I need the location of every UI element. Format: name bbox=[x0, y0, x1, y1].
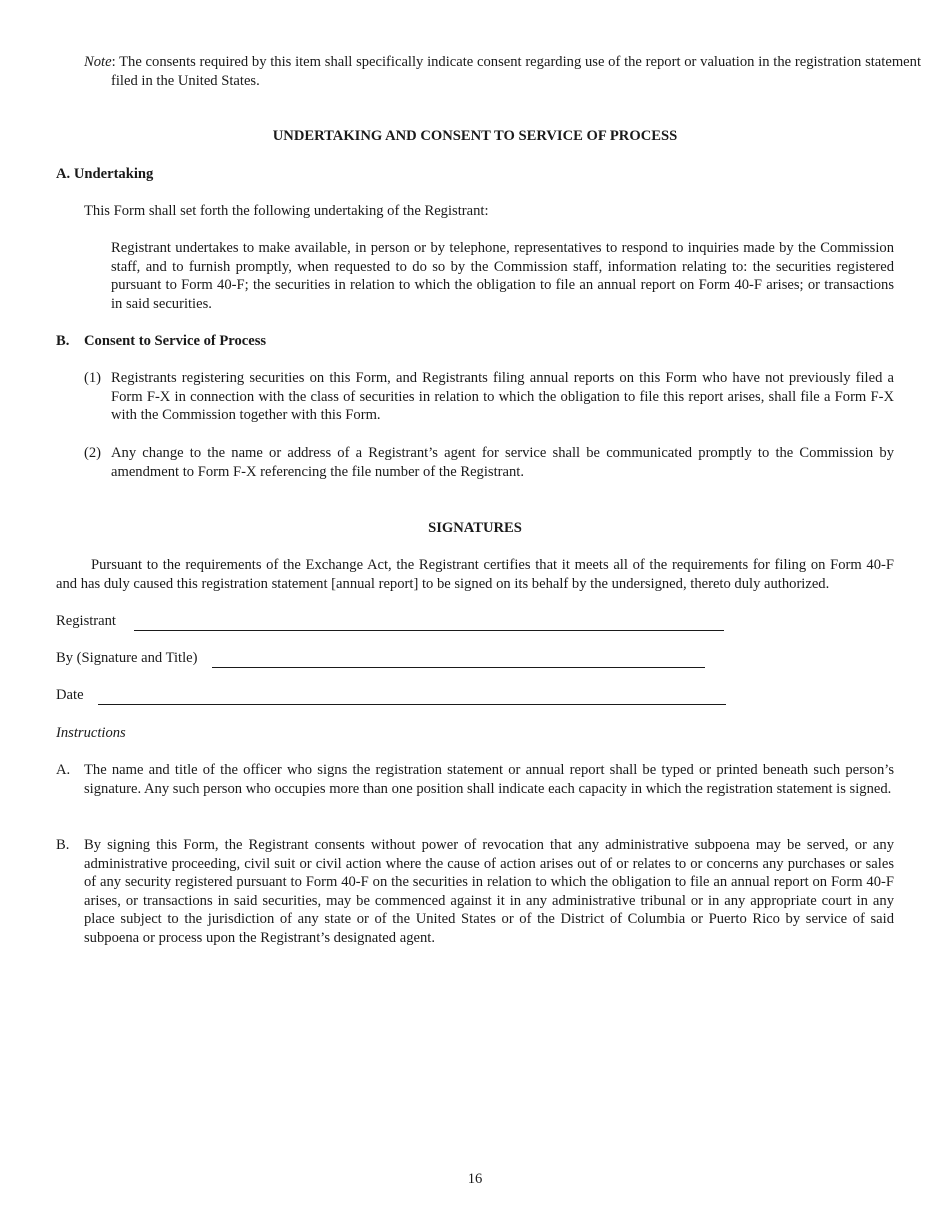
undertaking-body: Registrant undertakes to make available, in person or by telephone, representatives to respond to inquiries made by the Commission staff, and to furnish promptly, when requested to do so by the Commission staff, information relating to: the securities registered pursuant to Form 40-F; the securities in relation to which the obligation to file an annual report on Form 40-F arises; or transactions in said securities. bbox=[111, 240, 894, 312]
consent-item-number: (2) bbox=[84, 445, 102, 461]
signatures-paragraph: Pursuant to the requirements of the Exchange Act, the Registrant certifies that it meets all of the requirements for filing on Form 40-F and has duly caused this registration statement [annual report] to be signed on its behalf by the undersigned, thereto duly authorized. bbox=[56, 557, 894, 592]
section-b-title-text: Consent to Service of Process bbox=[84, 333, 267, 349]
by-label: By (Signature and Title) bbox=[56, 650, 198, 666]
consent-item bbox=[84, 444, 894, 481]
note-label: Note bbox=[84, 54, 112, 70]
registrant-field bbox=[56, 612, 724, 631]
date-field bbox=[56, 686, 726, 705]
undertaking-intro: This Form shall set forth the following undertaking of the Registrant: bbox=[84, 203, 489, 219]
date-label: Date bbox=[56, 687, 84, 703]
instruction-letter: A. bbox=[56, 762, 71, 778]
section-b-title bbox=[56, 332, 266, 351]
undertaking-heading: UNDERTAKING AND CONSENT TO SERVICE OF PROCESS bbox=[272, 128, 678, 144]
consent-item-text: Any change to the name or address of a Registrant’s agent for service shall be communicated promptly to the Commission by amendment to Form F-X referencing the file number of the Registrant. bbox=[111, 445, 894, 480]
document-page bbox=[56, 0, 921, 1230]
page-number: 16 bbox=[467, 1171, 483, 1187]
by-signature-line[interactable] bbox=[212, 653, 705, 668]
instruction-text: The name and title of the officer who signs the registration statement or annual report shall be typed or printed beneath such person’s signature. Any such person who occupies more than one position shall indicate each capacity in which the registration statement is signed. bbox=[84, 762, 894, 797]
consent-item-text: Registrants registering securities on this Form, and Registrants filing annual reports on this Form who have not previously filed a Form F-X in connection with the class of securities in relation to which the obligation to file this report arises, shall file a Form F-X with the Commission together with this Form. bbox=[111, 370, 894, 424]
instruction-text: By signing this Form, the Registrant consents without power of revocation that any administrative subpoena may be served, or any administrative proceeding, civil suit or civil action where the cause of action arises out of or relates to or concerns any purchases or sales of any security registered pursuant to Form 40-F on the securities in relation to which the obligation to file an annual report on Form 40-F arises, or transactions in said securities, may be commenced against it in any administrative tribunal or in any appropriate court in any place subject to the jurisdiction of any state or of the United States or of the District of Columbia or Puerto Rico by service of said subpoena or process upon the Registrant’s designated agent. bbox=[84, 837, 894, 946]
instructions-label: Instructions bbox=[56, 725, 126, 741]
consent-item bbox=[84, 369, 894, 425]
date-signature-line[interactable] bbox=[98, 690, 726, 705]
section-a-title: A. Undertaking bbox=[56, 166, 154, 182]
instruction-item bbox=[56, 761, 894, 798]
consent-item-number: (1) bbox=[84, 370, 102, 386]
instruction-letter: B. bbox=[56, 837, 70, 853]
signatures-heading: SIGNATURES bbox=[428, 520, 522, 536]
by-field bbox=[56, 649, 705, 668]
registrant-signature-line[interactable] bbox=[134, 616, 724, 631]
note-paragraph bbox=[84, 53, 921, 90]
section-b-letter: B. bbox=[56, 333, 70, 349]
instruction-item bbox=[56, 836, 894, 948]
note-text: : The consents required by this item shall specifically indicate consent regarding use of the report or valuation in the registration statement filed in the United States. bbox=[111, 54, 921, 89]
registrant-label: Registrant bbox=[56, 613, 116, 629]
